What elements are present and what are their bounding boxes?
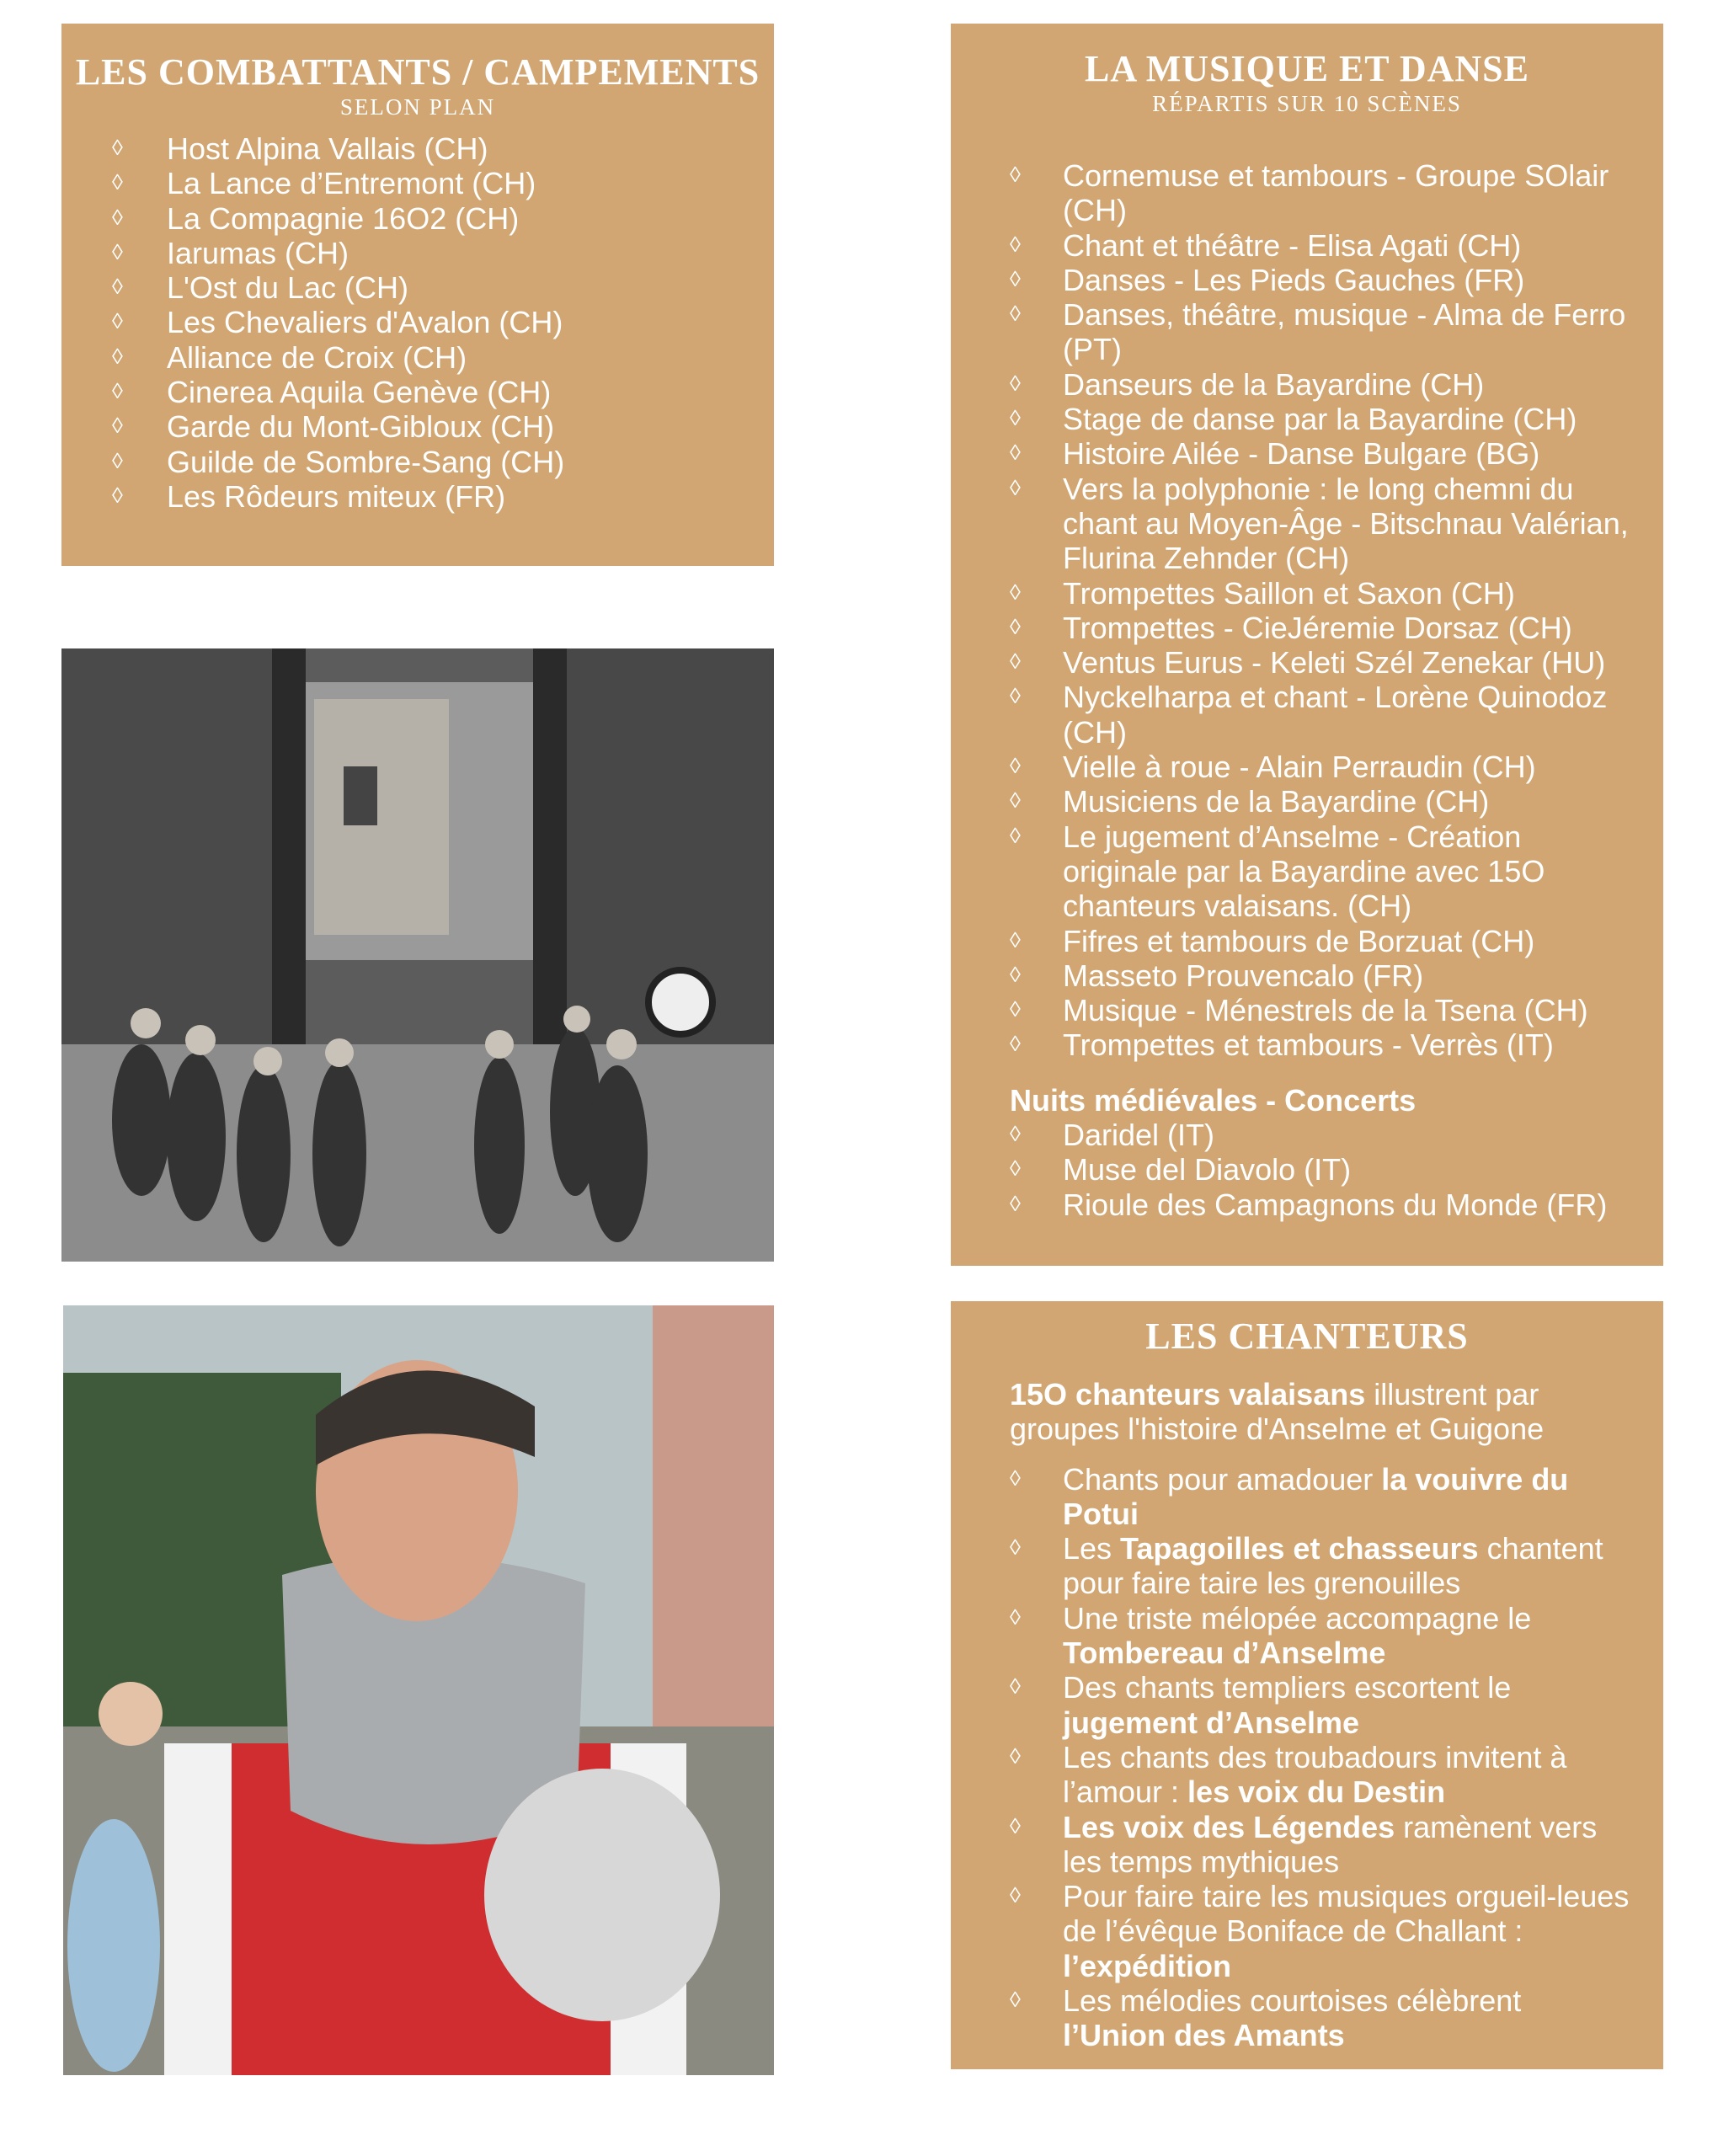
bullet-diamond-icon: ◊ — [1010, 371, 1021, 397]
list-item-bold-text: Tombereau d’Anselme — [1063, 1636, 1386, 1671]
list-item-text: Trompettes - CieJéremie Dorsaz (CH) — [1063, 610, 1572, 645]
list-item-text: Les — [1063, 1531, 1121, 1566]
list-item-text: Trompettes et tambours - Verrès (IT) — [1063, 1027, 1554, 1063]
bullet-diamond-icon: ◊ — [1010, 1988, 1021, 2014]
bullet-diamond-icon: ◊ — [1010, 788, 1021, 814]
list-item-text: Guilde de Sombre-Sang (CH) — [167, 444, 565, 479]
bullet-diamond-icon: ◊ — [1010, 754, 1021, 780]
list-item-text: Vers la polyphonie : le long chemni du chant au Moyen-Âge - Bitschnau Valérian, Flurina Zehnder (CH) — [1063, 471, 1629, 576]
bullet-diamond-icon: ◊ — [1010, 579, 1021, 606]
music-item — [1010, 680, 1630, 750]
music-subtitle: RÉPARTIS SUR 10 SCÈNES — [1152, 91, 1462, 116]
night-concert-item — [1010, 1187, 1630, 1222]
list-item-text: chantent pour faire taire les grenouilles — [1063, 1531, 1603, 1601]
list-item-text: Fifres et tambours de Borzuat (CH) — [1063, 923, 1535, 958]
music-item — [1010, 263, 1630, 297]
combatant-item — [112, 131, 740, 166]
combatant-item — [112, 375, 740, 409]
list-item-text: Histoire Ailée - Danse Bulgare (BG) — [1063, 436, 1540, 472]
singers-list — [951, 1462, 1663, 2053]
music-list — [951, 116, 1663, 1063]
bullet-diamond-icon: ◊ — [112, 379, 123, 405]
combatant-item — [112, 166, 740, 200]
music-item — [1010, 158, 1630, 228]
singers-item — [1010, 1879, 1630, 1983]
list-item-text: Les mélodies courtoises célèbrent — [1063, 1983, 1522, 2019]
knight-portrait-photo — [63, 1305, 774, 2075]
bullet-diamond-icon: ◊ — [1010, 406, 1021, 432]
list-item-bold-text: Les voix des Légendes — [1063, 1809, 1395, 1844]
list-item-text: Nyckelharpa et chant - Lorène Quinodoz (CH) — [1063, 680, 1608, 750]
combatant-item — [112, 409, 740, 444]
music-item — [1010, 228, 1630, 263]
combatants-list — [61, 120, 774, 514]
list-item-text: L'Ost du Lac (CH) — [167, 270, 408, 306]
list-item-bold-text: la vouivre du Potui — [1063, 1461, 1569, 1531]
combatant-item — [112, 479, 740, 514]
combatant-item — [112, 201, 740, 236]
bullet-diamond-icon: ◊ — [1010, 614, 1021, 640]
list-item-bold-text: jugement d’Anselme — [1063, 1705, 1360, 1740]
combatants-title: LES COMBATTANTS / CAMPEMENTS — [75, 51, 760, 93]
bullet-diamond-icon: ◊ — [1010, 302, 1021, 328]
nights-title: Nuits médiévales - Concerts — [1010, 1082, 1417, 1118]
list-item-text: Danses - Les Pieds Gauches (FR) — [1063, 262, 1525, 297]
music-item — [1010, 819, 1630, 924]
list-item-text: Stage de danse par la Bayardine (CH) — [1063, 402, 1577, 437]
music-item — [1010, 472, 1630, 576]
singers-item — [1010, 1983, 1630, 2053]
bullet-diamond-icon: ◊ — [1010, 266, 1021, 292]
night-concert-item — [1010, 1152, 1630, 1187]
night-concert-item — [1010, 1118, 1630, 1152]
bullet-diamond-icon: ◊ — [1010, 1122, 1021, 1148]
bullet-diamond-icon: ◊ — [1010, 1191, 1021, 1217]
list-item-text: Cinerea Aquila Genève (CH) — [167, 375, 552, 410]
bullet-diamond-icon: ◊ — [112, 239, 123, 265]
music-title: LA MUSIQUE ET DANSE — [1085, 48, 1529, 89]
list-item-bold-text: l’expédition — [1063, 1948, 1232, 1983]
singers-item — [1010, 1531, 1630, 1601]
list-item-text: Les Chevaliers d'Avalon (CH) — [167, 305, 563, 340]
list-item-text: Iarumas (CH) — [167, 235, 349, 270]
music-item — [1010, 645, 1630, 680]
singers-item — [1010, 1740, 1630, 1810]
bullet-diamond-icon: ◊ — [1010, 1156, 1021, 1182]
list-item-text: Alliance de Croix (CH) — [167, 339, 467, 375]
bullet-diamond-icon: ◊ — [1010, 440, 1021, 467]
list-item-text: Masseto Prouvencalo (FR) — [1063, 958, 1424, 993]
nights-list — [951, 1118, 1663, 1222]
combatant-item — [112, 305, 740, 339]
list-item-text: Muse del Diavolo (IT) — [1063, 1152, 1352, 1187]
list-item-text: Daridel (IT) — [1063, 1118, 1215, 1153]
singers-intro-rest: illustrent par groupes l'histoire d'Anselme et Guigone — [1010, 1377, 1545, 1447]
list-item-text: Pour faire taire les musiques orgueil-leues de l’évêque Boniface de Challant : — [1063, 1879, 1630, 1949]
combatant-item — [112, 270, 740, 305]
bullet-diamond-icon: ◊ — [1010, 823, 1021, 849]
bullet-diamond-icon: ◊ — [112, 170, 123, 196]
list-item-text: Une triste mélopée accompagne le — [1063, 1600, 1532, 1636]
bullet-diamond-icon: ◊ — [1010, 927, 1021, 953]
combatants-subtitle: SELON PLAN — [339, 94, 496, 120]
singers-intro — [951, 1358, 1663, 1462]
singers-intro-bold: 15O chanteurs valaisans — [1010, 1377, 1366, 1412]
list-item-text: Les chants des troubadours invitent à l’amour : — [1063, 1739, 1567, 1810]
bullet-diamond-icon: ◊ — [1010, 1883, 1021, 1909]
list-item-text: Le jugement d’Anselme - Création originale par la Bayardine avec 15O chanteurs valaisans. (CH) — [1063, 819, 1545, 924]
list-item-text: La Compagnie 16O2 (CH) — [167, 200, 520, 236]
bullet-diamond-icon: ◊ — [1010, 1032, 1021, 1058]
list-item-text: Musiciens de la Bayardine (CH) — [1063, 784, 1490, 819]
bullet-diamond-icon: ◊ — [1010, 1465, 1021, 1492]
music-item — [1010, 1027, 1630, 1062]
bullet-diamond-icon: ◊ — [1010, 962, 1021, 988]
music-dance-panel — [951, 24, 1663, 1266]
list-item-text: Rioule des Campagnons du Monde (FR) — [1063, 1187, 1608, 1222]
singers-item — [1010, 1670, 1630, 1740]
list-item-text: Chant et théâtre - Elisa Agati (CH) — [1063, 227, 1522, 263]
music-item — [1010, 784, 1630, 819]
list-item-text: Des chants templiers escortent le — [1063, 1670, 1512, 1705]
music-item — [1010, 611, 1630, 645]
list-item-text: Vielle à roue - Alain Perraudin (CH) — [1063, 750, 1536, 785]
music-item — [1010, 402, 1630, 436]
list-item-text: La Lance d’Entremont (CH) — [167, 166, 536, 201]
list-item-text: Danses, théâtre, musique - Alma de Ferro (PT) — [1063, 297, 1626, 367]
bullet-diamond-icon: ◊ — [112, 448, 123, 474]
bullet-diamond-icon: ◊ — [112, 344, 123, 370]
list-item-text: Host Alpina Vallais (CH) — [167, 131, 488, 166]
list-item-text: Cornemuse et tambours - Groupe SOlair (CH) — [1063, 158, 1609, 228]
list-item-text: Trompettes Saillon et Saxon (CH) — [1063, 575, 1515, 611]
music-item — [1010, 576, 1630, 611]
bullet-diamond-icon: ◊ — [1010, 1535, 1021, 1561]
music-item — [1010, 436, 1630, 471]
list-item-text: ramènent vers les temps mythiques — [1063, 1809, 1598, 1879]
music-item — [1010, 993, 1630, 1027]
musicians-gate-photo — [61, 648, 774, 1262]
bullet-diamond-icon: ◊ — [1010, 163, 1021, 188]
list-item-bold-text: l’Union des Amants — [1063, 2018, 1345, 2053]
bullet-diamond-icon: ◊ — [1010, 1813, 1021, 1839]
list-item-text: Ventus Eurus - Keleti Szél Zenekar (HU) — [1063, 645, 1606, 680]
bullet-diamond-icon: ◊ — [1010, 232, 1021, 258]
bullet-diamond-icon: ◊ — [1010, 649, 1021, 675]
musicians-gate-image — [61, 648, 774, 1262]
bullet-diamond-icon: ◊ — [1010, 1604, 1021, 1630]
knight-portrait-image — [63, 1305, 774, 2075]
singers-item — [1010, 1601, 1630, 1671]
bullet-diamond-icon: ◊ — [112, 414, 123, 440]
bullet-diamond-icon: ◊ — [1010, 475, 1021, 501]
singers-item — [1010, 1462, 1630, 1532]
combatant-item — [112, 445, 740, 479]
list-item-bold-text: les voix du Destin — [1187, 1774, 1446, 1810]
list-item-text: Danseurs de la Bayardine (CH) — [1063, 366, 1485, 402]
singers-title: LES CHANTEURS — [1145, 1315, 1469, 1357]
bullet-diamond-icon: ◊ — [112, 309, 123, 335]
music-item — [1010, 750, 1630, 784]
music-item — [1010, 297, 1630, 367]
bullet-diamond-icon: ◊ — [112, 275, 123, 301]
list-item-text: Garde du Mont-Gibloux (CH) — [167, 409, 555, 445]
music-item — [1010, 958, 1630, 993]
bullet-diamond-icon: ◊ — [1010, 1674, 1021, 1700]
list-item-text: Musique - Ménestrels de la Tsena (CH) — [1063, 993, 1588, 1028]
list-item-bold-text: Tapagoilles et chasseurs — [1120, 1531, 1479, 1566]
singers-panel — [951, 1301, 1663, 2069]
combatant-item — [112, 340, 740, 375]
singers-item — [1010, 1810, 1630, 1880]
bullet-diamond-icon: ◊ — [1010, 1743, 1021, 1769]
combatants-panel — [61, 24, 774, 566]
bullet-diamond-icon: ◊ — [1010, 997, 1021, 1023]
combatant-item — [112, 236, 740, 270]
bullet-diamond-icon: ◊ — [112, 205, 123, 231]
bullet-diamond-icon: ◊ — [1010, 684, 1021, 710]
list-item-text: Les Rôdeurs miteux (FR) — [167, 478, 506, 514]
music-item — [1010, 367, 1630, 402]
bullet-diamond-icon: ◊ — [112, 483, 123, 509]
music-item — [1010, 924, 1630, 958]
list-item-text: Chants pour amadouer — [1063, 1461, 1382, 1497]
bullet-diamond-icon: ◊ — [112, 136, 123, 161]
